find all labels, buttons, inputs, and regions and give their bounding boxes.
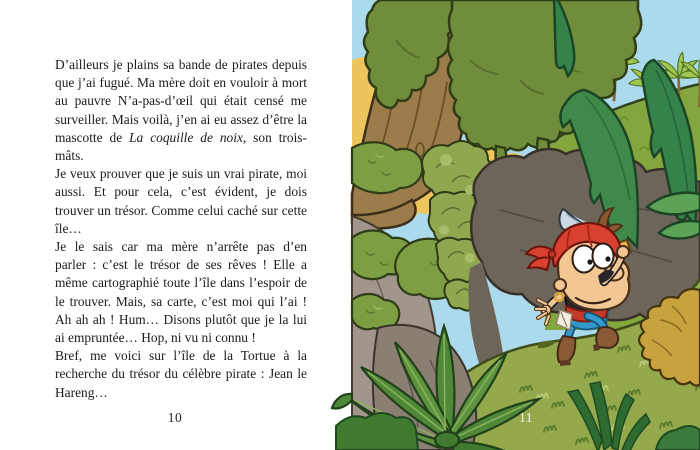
paragraph-4: Bref, me voici sur l’île de la Tortue à la recherche du trésor du célèbre pirate : Jean le Hareng… [55, 348, 307, 400]
paragraph-2: Je veux prouver que je suis un vrai pirate, moi aussi. Et pour cela, c’est évident, je dois trouver un trésor. Comme celui caché sur cette île… [55, 166, 307, 236]
story-text [55, 56, 307, 402]
pirate-fist [617, 246, 629, 258]
pirate-front-boot [596, 327, 618, 348]
paragraph-3: Je le sais car ma mère n’arrête pas d’en parler : c’est le trésor de ses rêves ! Elle a même cartographié toute l’île dans l’espoir de le trouver. Mais, sa carte, c’est moi qui l’ai ! Ah ah ah ! Hum… Disons plutôt que je la lui ai empruntée… Hop, ni vu ni connu ! [55, 239, 307, 346]
right-eye [593, 244, 614, 269]
paragraph-1 [55, 56, 307, 165]
pirate-ear [554, 279, 566, 291]
jungle-illustration [330, 0, 700, 450]
page-number-right: 11 [519, 410, 533, 425]
paragraph-1-end: , son trois-mâts. [55, 129, 307, 164]
ship-name: La coquille de noix [129, 129, 243, 145]
paragraph-1-text: D’ailleurs je plains sa bande de pirates depuis que j’ai fugué. Ma mère doit en vouloir à mort au pauvre N’a-pas-d’œil qui était censé me surveiller. Mais voilà, j’en ai eu assez d’être la mascotte de [55, 57, 307, 145]
page-number-left: 10 [167, 410, 183, 425]
